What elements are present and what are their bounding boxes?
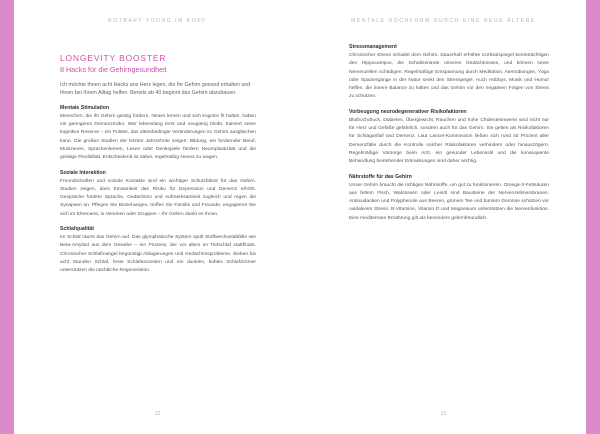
section-body: Unser Gehirn braucht die richtigen Nährstoffe, um gut zu funktionieren. Omega-3-Fettsäuren aus fettem Fisch, Walnüssen oder Leinöl sind Bausteine der Nervenzellmembranen. Antioxidantien und Polyphenole aus Beeren, grünem Tee und buntem Gemüse schützen vor oxidativem Stress. B-Vitamine, Vitamin D und Magnesium unterstützen die Nervenfunktion. Eine mediterrane Ernährung gilt als besonders gehirnfreundlich. — [349, 182, 549, 221]
kicker-heading: LONGEVITY BOOSTER — [60, 53, 167, 63]
chapter-subtitle: 8 Hacks für die Gehirngesundheit — [60, 65, 167, 74]
section-heading: Nährstoffe für das Gehirn — [349, 173, 412, 180]
page-number: 22 — [154, 411, 161, 417]
intro-paragraph: Ich möchte Ihnen acht Hacks ans Herz legen, die Ihr Gehirn gesund erhalten und Ihnen bei Ihrem Alltag helfen. Bereits ab 40 beginnt das Gehirn abzubauen. — [60, 82, 251, 97]
section-heading: Soziale Interaktion — [60, 169, 106, 176]
right-page — [301, 0, 586, 434]
left-column — [60, 46, 256, 276]
running-head: ROTBART YOUNG IM KOPF — [108, 18, 207, 24]
section-heading: Schlafqualität — [60, 226, 95, 233]
section-heading: Mentale Stimulation — [60, 104, 109, 111]
section-body: Im Schlaf räumt das Gehirn auf. Das glymphatische System spült Stoffwechselabfälle wie Beta-Amyloid aus dem Gewebe – ein Prozess, der vor allem im Tiefschlaf stattfindet. Chronischer Schlafmangel begünstigt Ablagerungen und Gedächtnisprobleme. Sieben bis acht Stunden Schlaf, feste Schlafenszeiten und ein dunkles, kühles Schlafzimmer unterstützen die nächtliche Regeneration. — [60, 235, 256, 274]
section-heading: Stressmanagement — [349, 44, 397, 50]
section-body: Menschen, die ihr Gehirn geistig fordern, Neues lernen und sich kognitiv fit halten, haben ein geringeres Demenzrisiko. Wer lebenslang lernt und neugierig bleibt, trainiert seine kognitive Reserve – ein Polster, das altersbedingte Veränderungen im Gehirn ausgleichen kann. Die großen Studien der letzten Jahrzehnte zeigen: Bildung, ein fordernder Beruf, Musizieren, Sprachenlernen, Lesen oder Denkspiele fördern Neuroplastizität und die geistige Flexibilität. Entscheidend ist dabei, regelmäßig Neues zu wagen. — [60, 113, 256, 161]
section-body: Bluthochdruck, Diabetes, Übergewicht, Rauchen und hohe Cholesterinwerte sind nicht nur für Herz und Gefäße gefährlich, sondern auch für das Gehirn. Sie gelten als Risikofaktoren für Schlaganfall und Demenz. Laut Lancet-Kommission ließen sich rund 40 Prozent aller Demenzfälle durch die Kontrolle solcher Risikofaktoren verhindern oder hinauszögern. Regelmäßige Vorsorge beim Arzt, ein gesunder Lebensstil und die konsequente Behandlung bestehender Erkrankungen sind daher wichtig. — [349, 117, 549, 165]
section-heading: Vorbeugung neurodegenerativer Risikofaktoren — [349, 108, 467, 115]
page-number: 23 — [440, 411, 447, 417]
section-body: Chronischer Stress schadet dem Gehirn. Dauerhaft erhöhte Cortisolspiegel beeinträchtigen den Hippocampus, die Schaltzentrale unseres Gedächtnisses, und können seine Nervenzellen schädigen. Regelmäßige Entspannung durch Meditation, Atemübungen, Yoga oder Spaziergänge in der Natur senkt den Stresspegel. Auch Hobbys, Musik und Humor helfen, die innere Balance zu halten und das Gehirn vor den negativen Folgen von Stress zu schützen. — [349, 53, 549, 100]
running-head: MENTALE HOCHFORM DURCH EINE NEUE ÄLTERE — [351, 18, 536, 24]
left-page — [14, 0, 301, 434]
right-column — [349, 44, 549, 223]
section-body: Freundschaften und soziale Kontakte sind ein wichtiger Schutzfaktor für das Gehirn. Studien zeigen, dass Einsamkeit das Risiko für Depression und Demenz erhöht. Gespräche fordern Sprache, Gedächtnis und Aufmerksamkeit zugleich und regen die Synapsen an. Pflegen Sie Beziehungen, treffen Sie Familie und Freunde, engagieren Sie sich im Ehrenamt, in Vereinen oder Gruppen – Ihr Gehirn dankt es Ihnen. — [60, 178, 256, 217]
